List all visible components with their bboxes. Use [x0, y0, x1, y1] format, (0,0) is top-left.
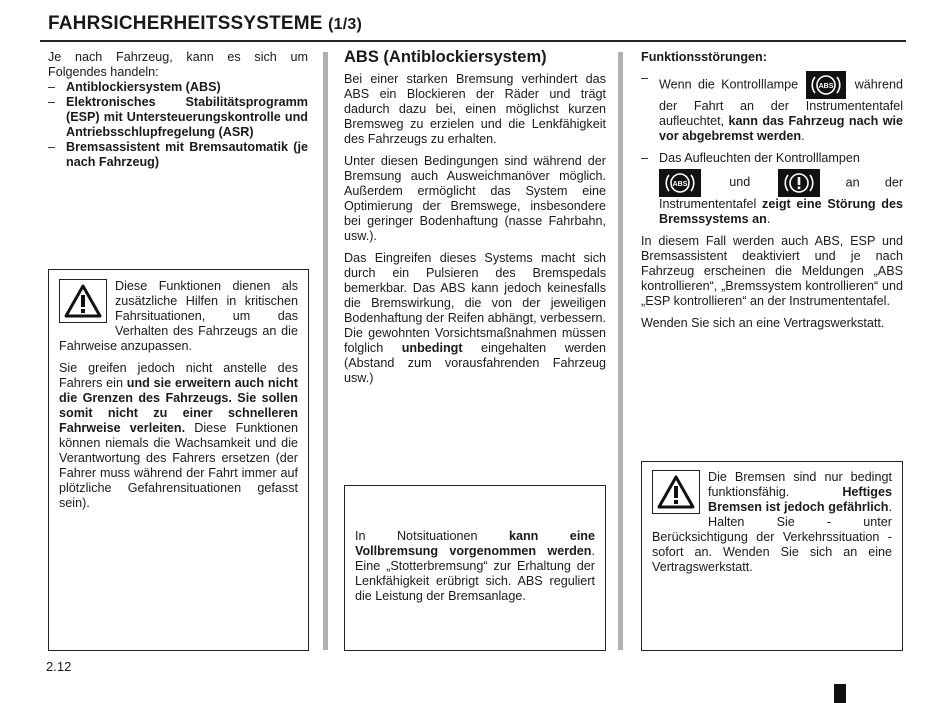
- column-divider-left: [323, 52, 328, 650]
- warning-paragraph-2: Sie greifen jedoch nicht anstelle des Fahrers ein und sie erweitern auch nicht die Grenzen des Fahrzeugs. Sie sollen somit nicht zu einer schnelleren Fahrweise verleiten. Diese Funktionen können niemals die Wachsamkeit und die Verantwortung des Fahrers ersetzen (der Fahrer muss während der Fahrt immer auf plötzliche Gefahrensituationen gefasst sein).: [59, 361, 298, 510]
- list-item: – Antiblockiersystem (ABS): [48, 80, 308, 95]
- left-column: [48, 50, 308, 170]
- right-column: [641, 50, 903, 331]
- malfunction-heading: Funktionsstörungen:: [641, 50, 767, 64]
- section-heading: ABS (Antiblockiersystem): [344, 48, 547, 66]
- note-text: In Notsituationen kann eine Vollbremsung vorgenommen werden. Eine „Stotterbremsung“ zur Erhaltung der Lenkfähigkeit erübrigt sich. ABS reguliert die Leistung der Bremsanlage.: [355, 529, 596, 603]
- title-rule: [40, 40, 906, 42]
- list-item: – Wenn die Kontrolllampe ABS während der Fahrt an der Instrumententafel aufleuchtet, kann das Fahrzeug nach wie vor abgebremst werden.: [641, 71, 903, 144]
- page-number: 2.12: [46, 659, 72, 674]
- page-title: [48, 13, 362, 35]
- list-item: – Elektronisches Stabilitätsprogramm (ESP) mit Untersteuerungskontrolle und Antriebsschlupfregelung (ASR): [48, 95, 308, 140]
- svg-text:ABS: ABS: [672, 180, 688, 188]
- svg-text:ABS: ABS: [819, 82, 834, 90]
- page-indicator: (1/3): [328, 16, 363, 33]
- corner-marker: [834, 684, 846, 703]
- brake-warning-lamp-icon: [778, 169, 820, 197]
- middle-column: [344, 50, 606, 386]
- abs-paragraph-3: Das Eingreifen dieses Systems macht sich durch ein Pulsieren des Bremspedals bemerkbar. Das ABS kann jedoch keinesfalls die Bremswirkung, die von der jeweiligen Bodenhaftung der Reifen abhängt, verbessern. Die gewohnten Vorsichtsmaßnahmen müssen folglich unbedingt eingehalten werden (Abstand zum vorausfahrenden Fahrzeug usw.): [344, 251, 606, 385]
- warning-text: Die Bremsen sind nur bedingt funktionsfähig. Heftiges Bremsen ist jedoch gefährlich. Halten Sie - unter Berücksichtigung der Verkehrssituation - sofort an. Wenden Sie sich an eine Vertragswerkstatt.: [652, 470, 892, 574]
- warning-triangle-icon: [652, 470, 700, 514]
- warning-triangle-icon: [59, 279, 107, 323]
- middle-note-box: [344, 485, 606, 651]
- abs-paragraph-2: Unter diesen Bedingungen sind während der Bremsung auch Ausweichmanöver möglich. Außerdem ermöglicht das System eine Optimierung der Bremswege, insbesondere bei geringer Bodenhaftung (nasse Fahrbahn, usw.).: [344, 154, 606, 243]
- malfunction-paragraph-2: Wenden Sie sich an eine Vertragswerkstatt.: [641, 316, 885, 330]
- system-list: [48, 80, 308, 170]
- title-text: FAHRSICHERHEITSSYSTEME: [48, 13, 323, 34]
- right-warning-box: [641, 461, 903, 651]
- abs-warning-lamp-icon: [806, 71, 846, 99]
- left-warning-box: [48, 269, 309, 651]
- abs-warning-lamp-icon: [659, 169, 701, 197]
- intro-text: Je nach Fahrzeug, kann es sich um Folgendes handeln:: [48, 50, 308, 79]
- list-item: – Bremsassistent mit Bremsautomatik (je nach Fahrzeug): [48, 140, 308, 170]
- malfunction-list: [641, 71, 903, 227]
- column-divider-right: [618, 52, 623, 650]
- list-item: – Das Aufleuchten der Kontrolllampen ABS und an der Instrumententafel zeigt eine Störung des Bremssystems an.: [641, 151, 903, 227]
- malfunction-paragraph-1: In diesem Fall werden auch ABS, ESP und Bremsassistent deaktiviert und je nach Fahrzeug erscheinen die Meldungen „ABS kontrollieren“, „Bremssystem kontrollieren“ und „ESP kontrollieren“ an der Instrumententafel.: [641, 234, 903, 308]
- warning-paragraph-1: Diese Funktionen dienen als zusätzliche Hilfen in kritischen Fahrsituationen, um das Verhalten des Fahrzeugs an die Fahrweise anzupassen.: [59, 279, 298, 353]
- abs-paragraph-1: Bei einer starken Bremsung verhindert das ABS ein Blockieren der Räder und trägt dadurch dazu bei, einen möglichst kurzen Bremsweg zu erzielen und die Lenkfähigkeit des Fahrzeugs zu erhalten.: [344, 72, 606, 146]
